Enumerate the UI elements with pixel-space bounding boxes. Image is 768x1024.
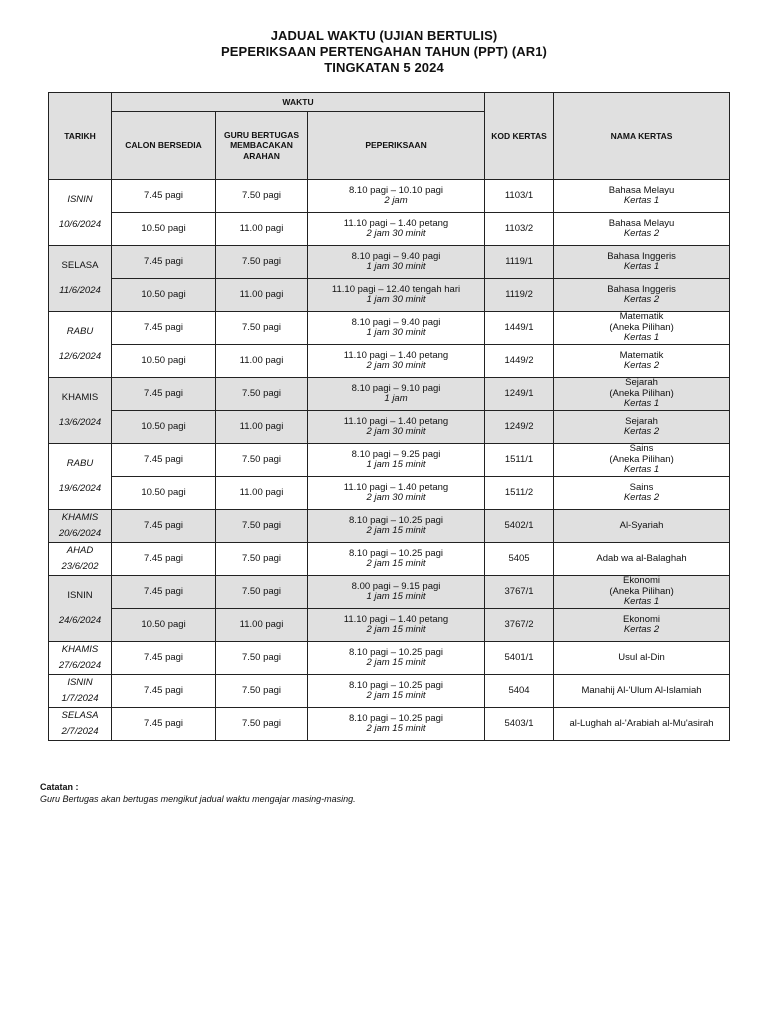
exam-duration: 2 jam 30 minit: [366, 426, 426, 437]
exam-time: 8.10 pagi – 10.25 pagi: [349, 514, 444, 526]
table-row: [49, 609, 730, 642]
paper-number: Kertas 2: [623, 294, 660, 305]
table-row: [49, 345, 730, 378]
kod-kertas-cell: 1511/2: [485, 477, 554, 510]
document-title: [0, 28, 768, 76]
date-cell: [49, 180, 112, 246]
peperiksaan-cell: [308, 576, 485, 609]
calon-bersedia-cell: 7.45 pagi: [112, 543, 216, 576]
nama-kertas-cell: [554, 642, 730, 675]
kod-kertas-cell: 1449/1: [485, 312, 554, 345]
exam-time: 11.10 pagi – 1.40 petang: [343, 415, 449, 427]
guru-bertugas-cell: 11.00 pagi: [216, 345, 308, 378]
exam-duration: 1 jam 30 minit: [366, 261, 426, 272]
kod-kertas-cell: 5403/1: [485, 708, 554, 741]
exam-time: 11.10 pagi – 1.40 petang: [343, 349, 449, 361]
nama-kertas-cell: [554, 246, 730, 279]
paper-name-line: (Aneka Pilihan): [609, 321, 674, 333]
exam-duration: 2 jam 15 minit: [366, 525, 426, 536]
guru-bertugas-cell: 11.00 pagi: [216, 213, 308, 246]
paper-name-line: Sains: [629, 481, 654, 493]
exam-time: 8.10 pagi – 9.40 pagi: [351, 250, 441, 262]
header-guru-bertugas: GURU BERTUGAS MEMBACAKAN ARAHAN: [216, 112, 308, 180]
nama-kertas-cell: [554, 675, 730, 708]
nama-kertas-cell: [554, 345, 730, 378]
table-row: [49, 279, 730, 312]
peperiksaan-cell: [308, 213, 485, 246]
exam-time: 8.10 pagi – 10.25 pagi: [349, 547, 444, 559]
exam-date: 27/6/2024: [58, 660, 102, 671]
day-name: SELASA: [61, 260, 99, 271]
date-cell: [49, 444, 112, 510]
exam-date: 1/7/2024: [61, 693, 99, 704]
paper-name-line: Ekonomi: [623, 613, 661, 625]
day-name: KHAMIS: [61, 392, 99, 403]
table-row: [49, 708, 730, 741]
calon-bersedia-cell: 7.45 pagi: [112, 312, 216, 345]
exam-duration: 2 jam 30 minit: [366, 492, 426, 503]
exam-time: 8.10 pagi – 10.25 pagi: [349, 646, 444, 658]
kod-kertas-cell: 3767/1: [485, 576, 554, 609]
kod-kertas-cell: 5402/1: [485, 510, 554, 543]
peperiksaan-cell: [308, 510, 485, 543]
paper-name-line: Bahasa Melayu: [608, 184, 675, 196]
nama-kertas-cell: [554, 609, 730, 642]
peperiksaan-cell: [308, 444, 485, 477]
nama-kertas-cell: [554, 510, 730, 543]
paper-name-line: Bahasa Melayu: [608, 217, 675, 229]
calon-bersedia-cell: 10.50 pagi: [112, 345, 216, 378]
day-name: ISNIN: [67, 194, 93, 205]
paper-number: Kertas 2: [623, 492, 660, 503]
paper-number: Kertas 2: [623, 360, 660, 371]
calon-bersedia-cell: 7.45 pagi: [112, 180, 216, 213]
header-kod-kertas: KOD KERTAS: [485, 93, 554, 180]
nama-kertas-cell: [554, 708, 730, 741]
guru-bertugas-cell: 11.00 pagi: [216, 411, 308, 444]
nama-kertas-cell: [554, 378, 730, 411]
paper-name-line: (Aneka Pilihan): [609, 453, 674, 465]
calon-bersedia-cell: 7.45 pagi: [112, 708, 216, 741]
paper-name-line: Sains: [629, 443, 654, 455]
exam-duration: 2 jam 15 minit: [366, 558, 426, 569]
guru-bertugas-cell: 7.50 pagi: [216, 708, 308, 741]
title-line-2: PEPERIKSAAN PERTENGAHAN TAHUN (PPT) (AR1): [221, 44, 547, 59]
calon-bersedia-cell: 7.45 pagi: [112, 378, 216, 411]
exam-duration: 1 jam 15 minit: [366, 591, 426, 602]
date-cell: [49, 510, 112, 543]
notes: [40, 781, 356, 805]
nama-kertas-cell: [554, 312, 730, 345]
kod-kertas-cell: 5401/1: [485, 642, 554, 675]
nama-kertas-cell: [554, 543, 730, 576]
table-row: [49, 444, 730, 477]
day-name: ISNIN: [67, 590, 93, 601]
paper-number: Kertas 2: [623, 624, 660, 635]
day-name: KHAMIS: [61, 511, 99, 523]
calon-bersedia-cell: 10.50 pagi: [112, 213, 216, 246]
exam-duration: 2 jam: [384, 195, 408, 206]
exam-date: 10/6/2024: [58, 218, 102, 230]
peperiksaan-cell: [308, 642, 485, 675]
paper-number: Kertas 1: [623, 195, 660, 206]
calon-bersedia-cell: 7.45 pagi: [112, 510, 216, 543]
exam-date: 13/6/2024: [58, 416, 102, 428]
nama-kertas-cell: [554, 279, 730, 312]
kod-kertas-cell: 5405: [485, 543, 554, 576]
peperiksaan-cell: [308, 708, 485, 741]
peperiksaan-cell: [308, 279, 485, 312]
nama-kertas-cell: [554, 411, 730, 444]
peperiksaan-cell: [308, 180, 485, 213]
exam-duration: 2 jam 15 minit: [366, 657, 426, 668]
paper-name-line: Sejarah: [625, 377, 658, 389]
peperiksaan-cell: [308, 378, 485, 411]
exam-duration: 2 jam 30 minit: [366, 360, 426, 371]
paper-name-line: al-Lughah al-'Arabiah al-Mu'asirah: [569, 717, 714, 729]
nama-kertas-cell: [554, 477, 730, 510]
paper-name-line: Adab wa al-Balaghah: [596, 552, 687, 564]
paper-number: Kertas 1: [623, 398, 660, 410]
header-tarikh: TARIKH: [49, 93, 112, 180]
paper-name-line: Bahasa Inggeris: [607, 283, 676, 295]
guru-bertugas-cell: 7.50 pagi: [216, 246, 308, 279]
guru-bertugas-cell: 11.00 pagi: [216, 279, 308, 312]
exam-date: 20/6/2024: [58, 528, 102, 539]
table-row: [49, 510, 730, 543]
exam-time: 8.10 pagi – 10.25 pagi: [349, 679, 444, 691]
guru-bertugas-cell: 7.50 pagi: [216, 576, 308, 609]
exam-time: 8.10 pagi – 10.25 pagi: [349, 712, 444, 724]
table-row: [49, 180, 730, 213]
paper-number: Kertas 1: [623, 332, 660, 344]
exam-date: 11/6/2024: [59, 284, 101, 296]
table-row: [49, 378, 730, 411]
table-row: [49, 477, 730, 510]
calon-bersedia-cell: 10.50 pagi: [112, 411, 216, 444]
kod-kertas-cell: 3767/2: [485, 609, 554, 642]
calon-bersedia-cell: 7.45 pagi: [112, 642, 216, 675]
kod-kertas-cell: 1249/2: [485, 411, 554, 444]
exam-time: 8.10 pagi – 9.25 pagi: [351, 448, 441, 460]
peperiksaan-cell: [308, 246, 485, 279]
table-row: [49, 312, 730, 345]
guru-bertugas-cell: 7.50 pagi: [216, 543, 308, 576]
kod-kertas-cell: 1449/2: [485, 345, 554, 378]
table-row: [49, 642, 730, 675]
guru-bertugas-cell: 7.50 pagi: [216, 180, 308, 213]
exam-duration: 2 jam 15 minit: [366, 624, 426, 635]
exam-date: 12/6/2024: [58, 350, 102, 362]
day-name: SELASA: [61, 709, 99, 721]
paper-number: Kertas 1: [623, 596, 660, 608]
kod-kertas-cell: 1103/2: [485, 213, 554, 246]
peperiksaan-cell: [308, 675, 485, 708]
notes-text: Guru Bertugas akan bertugas mengikut jadual waktu mengajar masing-masing.: [40, 794, 356, 804]
paper-name-line: (Aneka Pilihan): [609, 387, 674, 399]
table-row: [49, 246, 730, 279]
calon-bersedia-cell: 7.45 pagi: [112, 576, 216, 609]
table-row: [49, 213, 730, 246]
exam-time: 11.10 pagi – 12.40 tengah hari: [331, 283, 461, 295]
kod-kertas-cell: 1119/2: [485, 279, 554, 312]
exam-date: 19/6/2024: [58, 482, 102, 494]
table-row: [49, 411, 730, 444]
exam-schedule-table: [48, 92, 730, 741]
title-line-1: JADUAL WAKTU (UJIAN BERTULIS): [270, 28, 498, 43]
date-cell: [49, 378, 112, 444]
kod-kertas-cell: 1119/1: [485, 246, 554, 279]
day-name: RABU: [66, 458, 94, 469]
kod-kertas-cell: 1249/1: [485, 378, 554, 411]
calon-bersedia-cell: 10.50 pagi: [112, 609, 216, 642]
notes-label: Catatan :: [40, 782, 79, 792]
nama-kertas-cell: [554, 180, 730, 213]
exam-time: 8.10 pagi – 9.40 pagi: [351, 316, 441, 328]
exam-time: 11.10 pagi – 1.40 petang: [343, 613, 449, 625]
exam-date: 2/7/2024: [61, 726, 99, 737]
title-line-3: TINGKATAN 5 2024: [324, 60, 444, 75]
exam-time: 8.10 pagi – 10.10 pagi: [349, 184, 444, 196]
calon-bersedia-cell: 7.45 pagi: [112, 444, 216, 477]
paper-name-line: (Aneka Pilihan): [609, 585, 674, 597]
date-cell: [49, 576, 112, 642]
exam-duration: 2 jam 15 minit: [366, 690, 426, 701]
exam-duration: 1 jam 15 minit: [366, 459, 426, 470]
paper-name-line: Al-Syariah: [619, 519, 664, 531]
nama-kertas-cell: [554, 576, 730, 609]
paper-number: Kertas 1: [623, 261, 660, 272]
exam-duration: 1 jam 30 minit: [366, 294, 426, 305]
guru-bertugas-cell: 7.50 pagi: [216, 642, 308, 675]
kod-kertas-cell: 5404: [485, 675, 554, 708]
nama-kertas-cell: [554, 213, 730, 246]
peperiksaan-cell: [308, 345, 485, 378]
guru-bertugas-cell: 7.50 pagi: [216, 378, 308, 411]
exam-time: 11.10 pagi – 1.40 petang: [343, 217, 449, 229]
paper-name-line: Bahasa Inggeris: [607, 250, 676, 262]
exam-time: 11.10 pagi – 1.40 petang: [343, 481, 449, 493]
peperiksaan-cell: [308, 477, 485, 510]
exam-date: 24/6/2024: [58, 614, 102, 626]
paper-name-line: Matematik: [619, 311, 664, 323]
kod-kertas-cell: 1103/1: [485, 180, 554, 213]
paper-name-line: Matematik: [619, 349, 664, 361]
date-cell: [49, 675, 112, 708]
peperiksaan-cell: [308, 312, 485, 345]
paper-number: Kertas 1: [623, 464, 660, 476]
day-name: KHAMIS: [61, 643, 99, 655]
day-name: RABU: [66, 326, 94, 337]
paper-name-line: Sejarah: [625, 415, 658, 427]
kod-kertas-cell: 1511/1: [485, 444, 554, 477]
exam-time: 8.00 pagi – 9.15 pagi: [351, 580, 441, 592]
date-cell: [49, 246, 112, 312]
guru-bertugas-cell: 7.50 pagi: [216, 312, 308, 345]
exam-date: 23/6/202: [61, 561, 99, 572]
date-cell: [49, 543, 112, 576]
peperiksaan-cell: [308, 411, 485, 444]
table-row: [49, 543, 730, 576]
nama-kertas-cell: [554, 444, 730, 477]
calon-bersedia-cell: 7.45 pagi: [112, 675, 216, 708]
calon-bersedia-cell: 10.50 pagi: [112, 477, 216, 510]
day-name: ISNIN: [67, 676, 93, 688]
guru-bertugas-cell: 7.50 pagi: [216, 510, 308, 543]
paper-number: Kertas 2: [623, 228, 660, 239]
header-peperiksaan: PEPERIKSAAN: [308, 112, 485, 180]
paper-name-line: Manahij Al-'Ulum Al-Islamiah: [581, 684, 702, 696]
exam-duration: 1 jam: [384, 393, 408, 404]
date-cell: [49, 312, 112, 378]
exam-duration: 2 jam 30 minit: [366, 228, 426, 239]
paper-name-line: Usul al-Din: [618, 651, 665, 663]
table-row: [49, 576, 730, 609]
peperiksaan-cell: [308, 543, 485, 576]
guru-bertugas-cell: 7.50 pagi: [216, 444, 308, 477]
table-row: [49, 675, 730, 708]
date-cell: [49, 642, 112, 675]
header-calon-bersedia: CALON BERSEDIA: [112, 112, 216, 180]
paper-number: Kertas 2: [623, 426, 660, 437]
guru-bertugas-cell: 7.50 pagi: [216, 675, 308, 708]
peperiksaan-cell: [308, 609, 485, 642]
guru-bertugas-cell: 11.00 pagi: [216, 609, 308, 642]
paper-name-line: Ekonomi: [623, 575, 661, 587]
exam-duration: 2 jam 15 minit: [366, 723, 426, 734]
exam-time: 8.10 pagi – 9.10 pagi: [351, 382, 441, 394]
schedule-body: [49, 180, 730, 741]
header-waktu: WAKTU: [112, 93, 485, 112]
guru-bertugas-cell: 11.00 pagi: [216, 477, 308, 510]
calon-bersedia-cell: 10.50 pagi: [112, 279, 216, 312]
day-name: AHAD: [66, 544, 94, 556]
date-cell: [49, 708, 112, 741]
calon-bersedia-cell: 7.45 pagi: [112, 246, 216, 279]
exam-duration: 1 jam 30 minit: [366, 327, 426, 338]
header-nama-kertas: NAMA KERTAS: [554, 93, 730, 180]
